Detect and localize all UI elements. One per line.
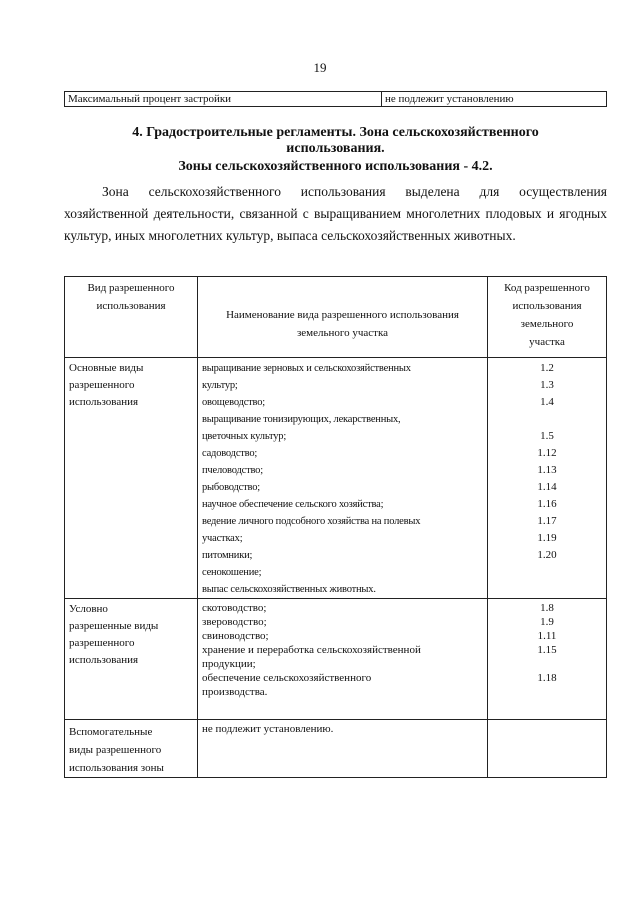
use-code xyxy=(492,411,602,428)
header-line: участка xyxy=(529,336,565,348)
use-code: 1.3 xyxy=(540,379,554,391)
header-line: использования xyxy=(512,300,582,312)
header-use-code xyxy=(488,277,607,358)
header-use-name xyxy=(198,277,488,358)
conditional-use-list xyxy=(198,599,488,720)
use-code: 1.16 xyxy=(537,498,557,510)
use-code: 1.5 xyxy=(540,430,554,442)
max-building-percent-label: Максимальный процент застройки xyxy=(65,92,382,107)
list-item: хранение и переработка сельскохозяйственной xyxy=(202,644,421,656)
use-code: 1.11 xyxy=(537,630,557,642)
header-line: Наименование вида разрешенного использования xyxy=(226,309,459,321)
header-line: земельного xyxy=(520,318,574,330)
type-line: разрешенного xyxy=(69,637,135,649)
list-item: свиноводство; xyxy=(202,630,269,642)
type-line: разрешенного xyxy=(69,379,135,391)
conditional-use-codes xyxy=(488,599,607,720)
basic-use-type xyxy=(65,358,198,599)
list-item: выпас сельскохозяйственных животных. xyxy=(202,584,376,595)
use-code: 1.8 xyxy=(540,602,554,614)
section-heading xyxy=(64,125,607,157)
header-line: земельного участка xyxy=(296,327,389,339)
header-line: Код разрешенного xyxy=(504,282,590,294)
max-building-percent-table xyxy=(64,91,607,107)
type-line: использования xyxy=(69,654,139,666)
list-item: выращивание зерновых и сельскохозяйственных xyxy=(202,363,411,374)
list-item: звероводство; xyxy=(202,616,267,628)
header-line: Вид разрешенного xyxy=(87,282,175,294)
type-line: разрешенные виды xyxy=(69,620,159,632)
auxiliary-use-code xyxy=(488,720,607,778)
list-item: скотоводство; xyxy=(202,602,267,614)
list-item: участках; xyxy=(202,533,243,544)
permitted-use-table xyxy=(64,276,607,778)
conditional-use-type xyxy=(65,599,198,720)
table-row-conditional-uses xyxy=(65,599,607,720)
basic-use-codes xyxy=(488,358,607,599)
type-line: использования xyxy=(69,396,139,408)
type-line: Основные виды xyxy=(69,362,144,374)
header-use-type xyxy=(65,277,198,358)
type-line: виды разрешенного xyxy=(69,744,162,756)
list-item: пчеловодство; xyxy=(202,465,263,476)
list-item: обеспечение сельскохозяйственного xyxy=(202,672,372,684)
basic-use-list xyxy=(198,358,488,599)
section-heading-line: использования. xyxy=(286,141,385,156)
list-item: цветочных культур; xyxy=(202,431,287,442)
page-number: 19 xyxy=(313,60,327,75)
list-item: культур; xyxy=(202,380,238,391)
list-item: питомники; xyxy=(202,550,253,561)
list-item: производства. xyxy=(202,686,268,698)
use-code: 1.14 xyxy=(537,481,557,493)
zone-subheading: Зоны сельскохозяйственного использования - 4.2. xyxy=(178,159,493,174)
type-line: использования зоны xyxy=(69,762,164,774)
list-item: продукции; xyxy=(202,658,256,670)
use-code: 1.12 xyxy=(537,447,557,459)
use-code: 1.19 xyxy=(537,532,557,544)
use-code xyxy=(492,657,602,671)
table-row-basic-uses xyxy=(65,358,607,599)
list-item: рыбоводство; xyxy=(202,482,260,493)
header-line: использования xyxy=(96,300,166,312)
auxiliary-use-text: не подлежит установлению. xyxy=(198,720,488,778)
section-heading-line: 4. Градостроительные регламенты. Зона сельскохозяйственного xyxy=(132,125,539,140)
use-code: 1.13 xyxy=(537,464,557,476)
use-code: 1.18 xyxy=(537,672,557,684)
table-header-row xyxy=(65,277,607,358)
zone-description: Зона сельскохозяйственного использования выделена для осуществления хозяйственной деятельности, связанной с выращиванием многолетних плодовых и ягодных культур, иных многолетних культур, выпаса сельскохозяйственных животных. xyxy=(64,184,607,243)
use-code: 1.17 xyxy=(537,515,557,527)
list-item: сенокошение; xyxy=(202,567,262,578)
max-building-percent-value: не подлежит установлению xyxy=(382,92,607,107)
table-row-auxiliary-uses xyxy=(65,720,607,778)
list-item: научное обеспечение сельского хозяйства; xyxy=(202,499,384,510)
list-item: выращивание тонизирующих, лекарственных, xyxy=(202,414,401,425)
type-line: Условно xyxy=(69,603,108,615)
table-row xyxy=(65,92,607,107)
use-code: 1.2 xyxy=(540,362,554,374)
list-item: овощеводство; xyxy=(202,397,266,408)
list-item: ведение личного подсобного хозяйства на полевых xyxy=(202,516,421,527)
list-item: садоводство; xyxy=(202,448,258,459)
use-code: 1.15 xyxy=(537,644,557,656)
use-code: 1.9 xyxy=(540,616,554,628)
use-code: 1.20 xyxy=(537,549,557,561)
type-line: Вспомогательные xyxy=(69,726,153,738)
auxiliary-use-type xyxy=(65,720,198,778)
use-code: 1.4 xyxy=(540,396,554,408)
